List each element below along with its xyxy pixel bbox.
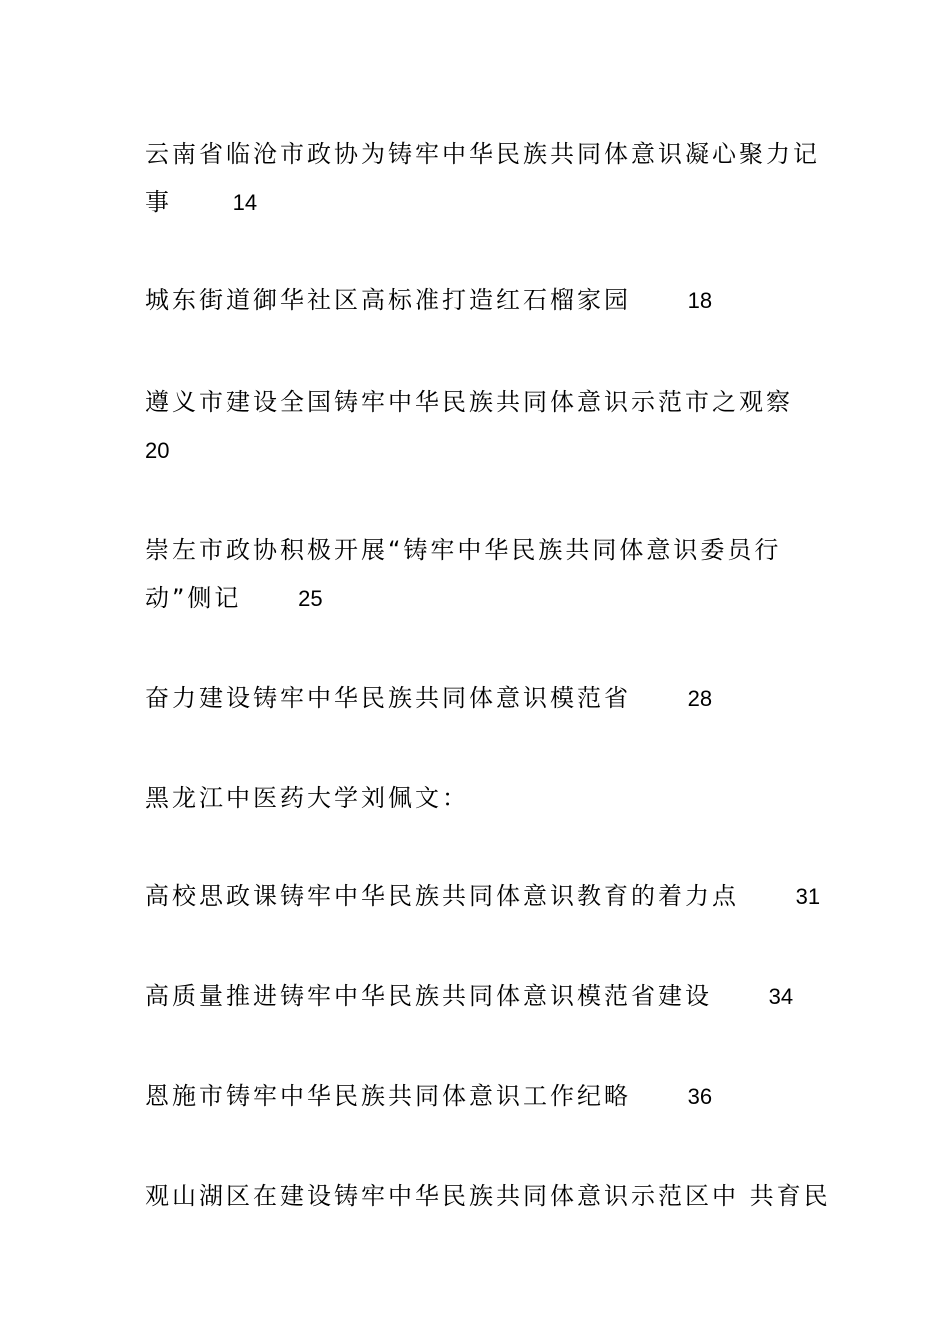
toc-entry <box>145 130 820 227</box>
toc-entry-title: 高质量推进铸牢中华民族共同体意识模范省建设 <box>145 982 712 1010</box>
toc-entry-title: 奋力建设铸牢中华民族共同体意识模范省 <box>145 684 631 712</box>
toc-entry <box>145 526 807 623</box>
toc-entry <box>145 674 807 723</box>
toc-entry <box>145 1172 831 1220</box>
toc-entry-title: 遵义市建设全国铸牢中华民族共同体意识示范市之观察 <box>145 388 793 416</box>
toc-entry-title: 恩施市铸牢中华民族共同体意识工作纪略 <box>145 1082 631 1110</box>
toc-page-number: 36 <box>687 1084 713 1109</box>
toc-entry <box>145 1072 807 1121</box>
toc-entry <box>145 276 807 325</box>
toc-page-number: 28 <box>687 686 713 711</box>
toc-entry <box>145 972 807 1021</box>
toc-entry-title-cont: 动”侧记 <box>145 584 242 612</box>
toc-page-number: 31 <box>795 884 821 909</box>
toc-entry <box>145 378 807 475</box>
toc-page-number: 20 <box>145 438 170 463</box>
toc-page-number: 34 <box>768 984 794 1009</box>
toc-entry <box>145 872 821 921</box>
toc-entry <box>145 774 807 822</box>
toc-entry-title: 观山湖区在建设铸牢中华民族共同体意识示范区中 共育民 <box>145 1182 831 1210</box>
toc-entry-title: 城东街道御华社区高标准打造红石榴家园 <box>145 286 631 314</box>
toc-page-number: 14 <box>232 190 258 215</box>
toc-entry-title-cont: 事 <box>145 188 172 216</box>
toc-entry-title: 黑龙江中医药大学刘佩文： <box>145 784 469 812</box>
toc-page-number: 25 <box>298 586 323 611</box>
toc-page-number: 18 <box>687 288 713 313</box>
toc-entry-title: 云南省临沧市政协为铸牢中华民族共同体意识凝心聚力记 <box>145 140 820 168</box>
toc-entry-title: 崇左市政协积极开展“铸牢中华民族共同体意识委员行 <box>145 536 782 564</box>
toc-entry-title: 高校思政课铸牢中华民族共同体意识教育的着力点 <box>145 882 739 910</box>
